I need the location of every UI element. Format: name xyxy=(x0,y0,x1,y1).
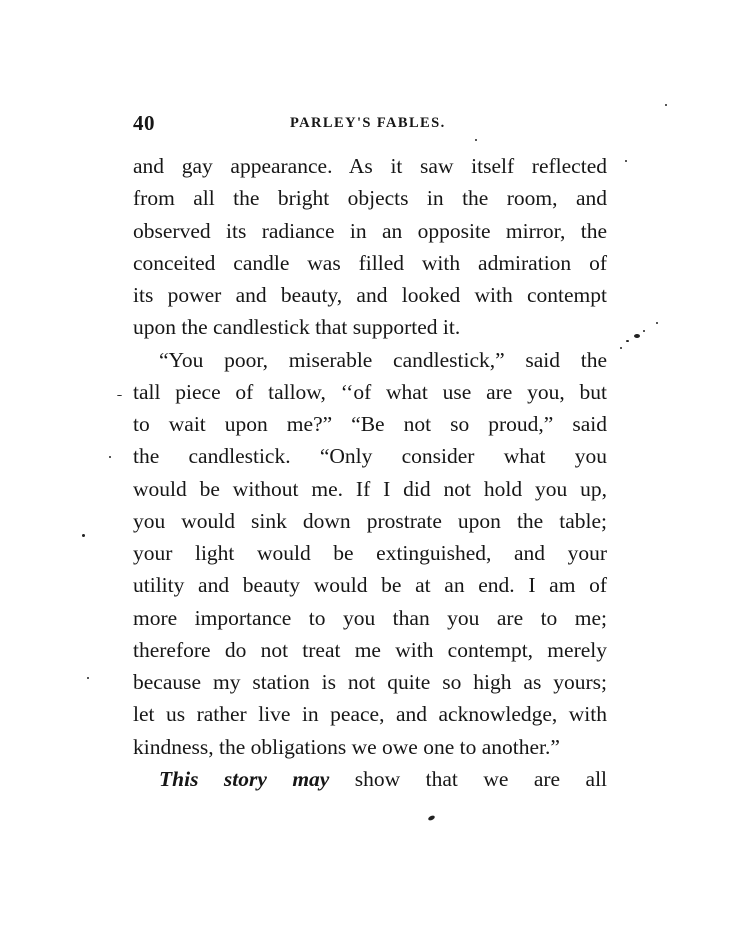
text-line: upon the candlestick that supported it. xyxy=(133,315,461,340)
scan-speck xyxy=(427,815,435,822)
text-line: tall piece of tallow, ‘‘of what use are you, but xyxy=(133,379,607,404)
scan-speck xyxy=(625,160,627,162)
scan-speck xyxy=(656,322,658,324)
page-header xyxy=(133,111,607,141)
scan-speck xyxy=(82,534,85,537)
text-line: conceited candle was filled with admiration of xyxy=(133,250,607,275)
text-line: “You poor, miserable candlestick,” said the xyxy=(159,347,607,372)
text-line: would be without me. If I did not hold you up, xyxy=(133,476,607,501)
text-line: kindness, the obligations we owe one to another.” xyxy=(133,734,560,759)
scan-speck xyxy=(109,456,111,458)
text-line: observed its radiance in an opposite mirror, the xyxy=(133,218,607,243)
text-line: let us rather live in peace, and acknowledge, with xyxy=(133,702,607,727)
text-line: and gay appearance. As it saw itself reflected xyxy=(133,154,607,178)
text-line: you would sink down prostrate upon the table; xyxy=(133,508,607,533)
text-line: your light would be extinguished, and your xyxy=(133,541,607,565)
text-line: the candlestick. “Only consider what you xyxy=(133,444,607,469)
text-line: its power and beauty, and looked with contempt xyxy=(133,283,607,307)
text-line: utility and beauty would be at an end. I am of xyxy=(133,573,607,598)
scan-speck xyxy=(626,340,629,342)
running-title: PARLEY'S FABLES. xyxy=(290,115,446,131)
text-line-final xyxy=(133,763,607,795)
emphasis-text: This story may xyxy=(159,766,330,791)
text-line: because my station is not quite so high as yours; xyxy=(133,670,607,694)
scan-speck xyxy=(634,334,640,338)
scan-speck xyxy=(620,347,622,349)
scan-speck xyxy=(475,139,477,141)
body-text xyxy=(133,150,607,795)
text-line: to wait upon me?” “Be not so proud,” said xyxy=(133,412,607,436)
text-line: therefore do not treat me with contempt, merely xyxy=(133,637,607,662)
text-line-rest: show that we are all xyxy=(354,766,608,791)
scan-speck xyxy=(643,330,645,332)
scan-speck xyxy=(87,677,89,679)
scan-speck xyxy=(665,104,667,106)
text-line: from all the bright objects in the room, and xyxy=(133,186,607,211)
scan-speck xyxy=(117,395,122,396)
text-line: more importance to you than you are to me; xyxy=(133,605,607,630)
page-number: 40 xyxy=(133,111,155,135)
